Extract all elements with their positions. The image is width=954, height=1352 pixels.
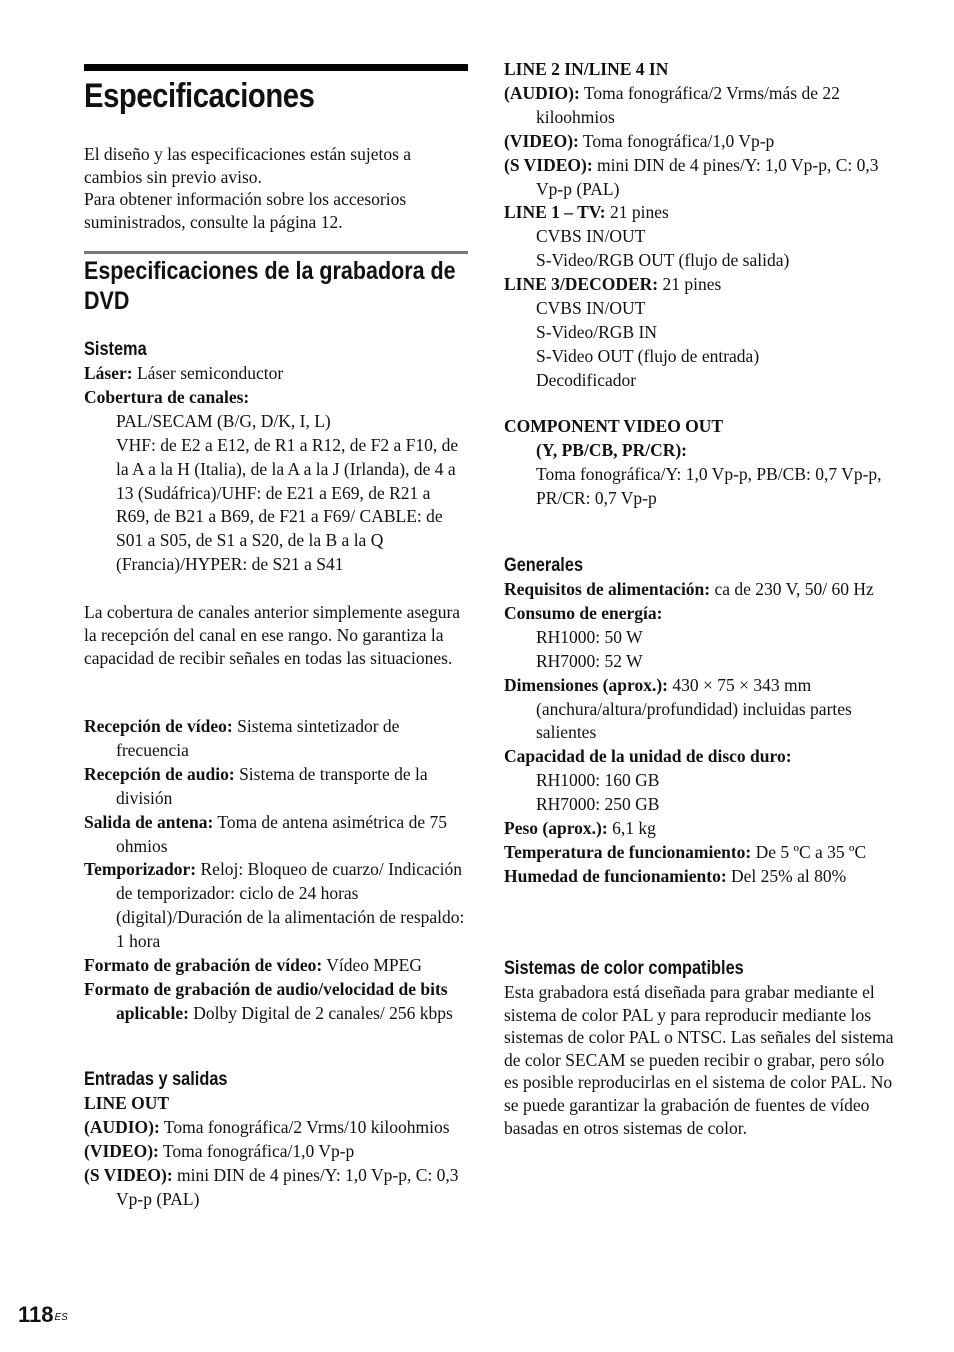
line-out-title: LINE OUT xyxy=(84,1093,170,1113)
title-rule xyxy=(84,64,468,71)
spec-line: CVBS IN/OUT xyxy=(536,298,646,319)
color-block xyxy=(504,957,894,1139)
spec-item: (S VIDEO): mini DIN de 4 pines/Y: 1,0 Vp-p, C: 0,3 Vp-p (PAL) xyxy=(504,154,879,199)
sistema-block xyxy=(84,338,468,577)
spec-item: (AUDIO): Toma fonográfica/2 Vrms/10 kiloohmios xyxy=(84,1116,450,1137)
spec-line: Decodificador xyxy=(536,369,637,390)
component-title: COMPONENT VIDEO OUT xyxy=(504,416,724,436)
spec-peso: Peso (aprox.): 6,1 kg xyxy=(504,818,656,839)
color-paragraph: Esta grabadora está diseñada para grabar mediante el sistema de color PAL y para reproducir mediante los sistemas de color PAL o NTSC. Las señales del sistema de color SECAM se pueden recibir o grabar, pero sólo es posible reproducirlas en el sistema de color PAL. No se puede garantizar la grabación de fuentes de vídeo basadas en otros sistemas de color. xyxy=(504,982,894,1138)
component-subtitle: (Y, PB/CB, PR/CR): xyxy=(536,439,688,460)
section-title: Especificaciones de la grabadora de DVD xyxy=(84,257,456,315)
generales-block xyxy=(504,554,894,889)
page-suffix: ES xyxy=(54,1312,68,1323)
line2-title: LINE 2 IN/LINE 4 IN xyxy=(504,59,669,79)
intro-text xyxy=(84,143,468,233)
spec-disco: Capacidad de la unidad de disco duro: xyxy=(504,746,792,767)
spec-humedad: Humedad de funcionamiento: Del 25% al 80% xyxy=(504,865,847,886)
spec-line1-tv: LINE 1 – TV: 21 pines xyxy=(504,202,669,223)
spec-item: (S VIDEO): mini DIN de 4 pines/Y: 1,0 Vp-p, C: 0,3 Vp-p (PAL) xyxy=(84,1164,459,1209)
component-block xyxy=(504,415,894,511)
spec-dimensiones: Dimensiones (aprox.): 430 × 75 × 343 mm (anchura/altura/profundidad) incluidas partes salientes xyxy=(504,674,852,743)
spec-item: Recepción de vídeo: Sistema sintetizador de frecuencia xyxy=(84,716,400,760)
spec-cobertura-line: PAL/SECAM (B/G, D/K, I, L) xyxy=(116,410,331,431)
spec-item: Salida de antena: Toma de antena asimétrica de 75 ohmios xyxy=(84,811,447,856)
spec-laser: Láser: Láser semiconductor xyxy=(84,363,284,383)
color-heading: Sistemas de color compatibles xyxy=(504,958,744,979)
line2-block xyxy=(504,58,894,393)
sistema-note-block xyxy=(84,601,468,669)
spec-line: PR/CR: 0,7 Vp-p xyxy=(536,487,657,508)
spec-line: RH1000: 50 W xyxy=(536,626,643,647)
spec-line: S-Video/RGB IN xyxy=(536,321,657,342)
spec-cobertura-line: VHF: de E2 a E12, de R1 a R12, de F2 a F10, de la A a la H (Italia), de la A a la J (Irlanda), de 4 a 13 (Sudáfrica)/UHF: de E21 a E69, de R21 a R69, de B21 a B69, de F21 a F69/ CABLE: de S01 a S05, de S1 a S20, de la B a la Q (Francia)/HYPER: de S21 a S41 xyxy=(116,434,459,575)
spec-line: RH1000: 160 GB xyxy=(536,770,660,791)
spec-line: S-Video/RGB OUT (flujo de salida) xyxy=(536,250,790,271)
page-number: $118^{ES}$ xyxy=(18,1302,68,1327)
entradas-block xyxy=(84,1068,468,1212)
section-rule xyxy=(84,251,468,254)
spec-item: Formato de grabación de audio/velocidad de bits aplicable: Dolby Digital de 2 canales/ 256 kbps xyxy=(84,978,453,1023)
sistema-note: La cobertura de canales anterior simplemente asegura la recepción del canal en ese rango. No garantiza la capacidad de recibir señales en todas las situaciones. xyxy=(84,602,461,668)
spec-item: (AUDIO): Toma fonográfica/2 Vrms/más de 22 kiloohmios xyxy=(504,82,840,127)
spec-item: Formato de grabación de vídeo: Vídeo MPEG xyxy=(84,955,422,976)
page-title: Especificaciones xyxy=(84,77,315,115)
spec-requisitos: Requisitos de alimentación: ca de 230 V, 50/ 60 Hz xyxy=(504,579,874,599)
spec-line3-decoder: LINE 3/DECODER: 21 pines xyxy=(504,274,722,295)
sistema-heading: Sistema xyxy=(84,339,147,360)
spec-item: Temporizador: Reloj: Bloqueo de cuarzo/ Indicación de temporizador: ciclo de 24 horas (digital)/Duración de la alimentación de respaldo: 1 hora xyxy=(84,859,465,952)
spec-item: (VIDEO): Toma fonográfica/1,0 Vp-p xyxy=(84,1140,355,1161)
sistema-items-block xyxy=(84,715,468,1026)
spec-line: S-Video OUT (flujo de entrada) xyxy=(536,345,760,366)
spec-item: Recepción de audio: Sistema de transporte de la división xyxy=(84,763,428,808)
intro-paragraph: El diseño y las especificaciones están sujetos a cambios sin previo aviso. xyxy=(84,144,412,187)
spec-line: RH7000: 52 W xyxy=(536,650,643,671)
spec-consumo: Consumo de energía: xyxy=(504,602,663,623)
intro-paragraph: Para obtener información sobre los accesorios suministrados, consulte la página 12. xyxy=(84,189,407,232)
spec-temperatura: Temperatura de funcionamiento: De 5 ºC a 35 ºC xyxy=(504,841,867,862)
spec-item: (VIDEO): Toma fonográfica/1,0 Vp-p xyxy=(504,130,775,151)
spec-line: RH7000: 250 GB xyxy=(536,794,660,815)
spec-line: Toma fonográfica/Y: 1,0 Vp-p, PB/CB: 0,7 Vp-p, xyxy=(536,463,882,484)
entradas-heading: Entradas y salidas xyxy=(84,1069,228,1090)
spec-line: CVBS IN/OUT xyxy=(536,226,646,247)
generales-heading: Generales xyxy=(504,555,584,576)
spec-cobertura-label: Cobertura de canales: xyxy=(84,386,250,407)
